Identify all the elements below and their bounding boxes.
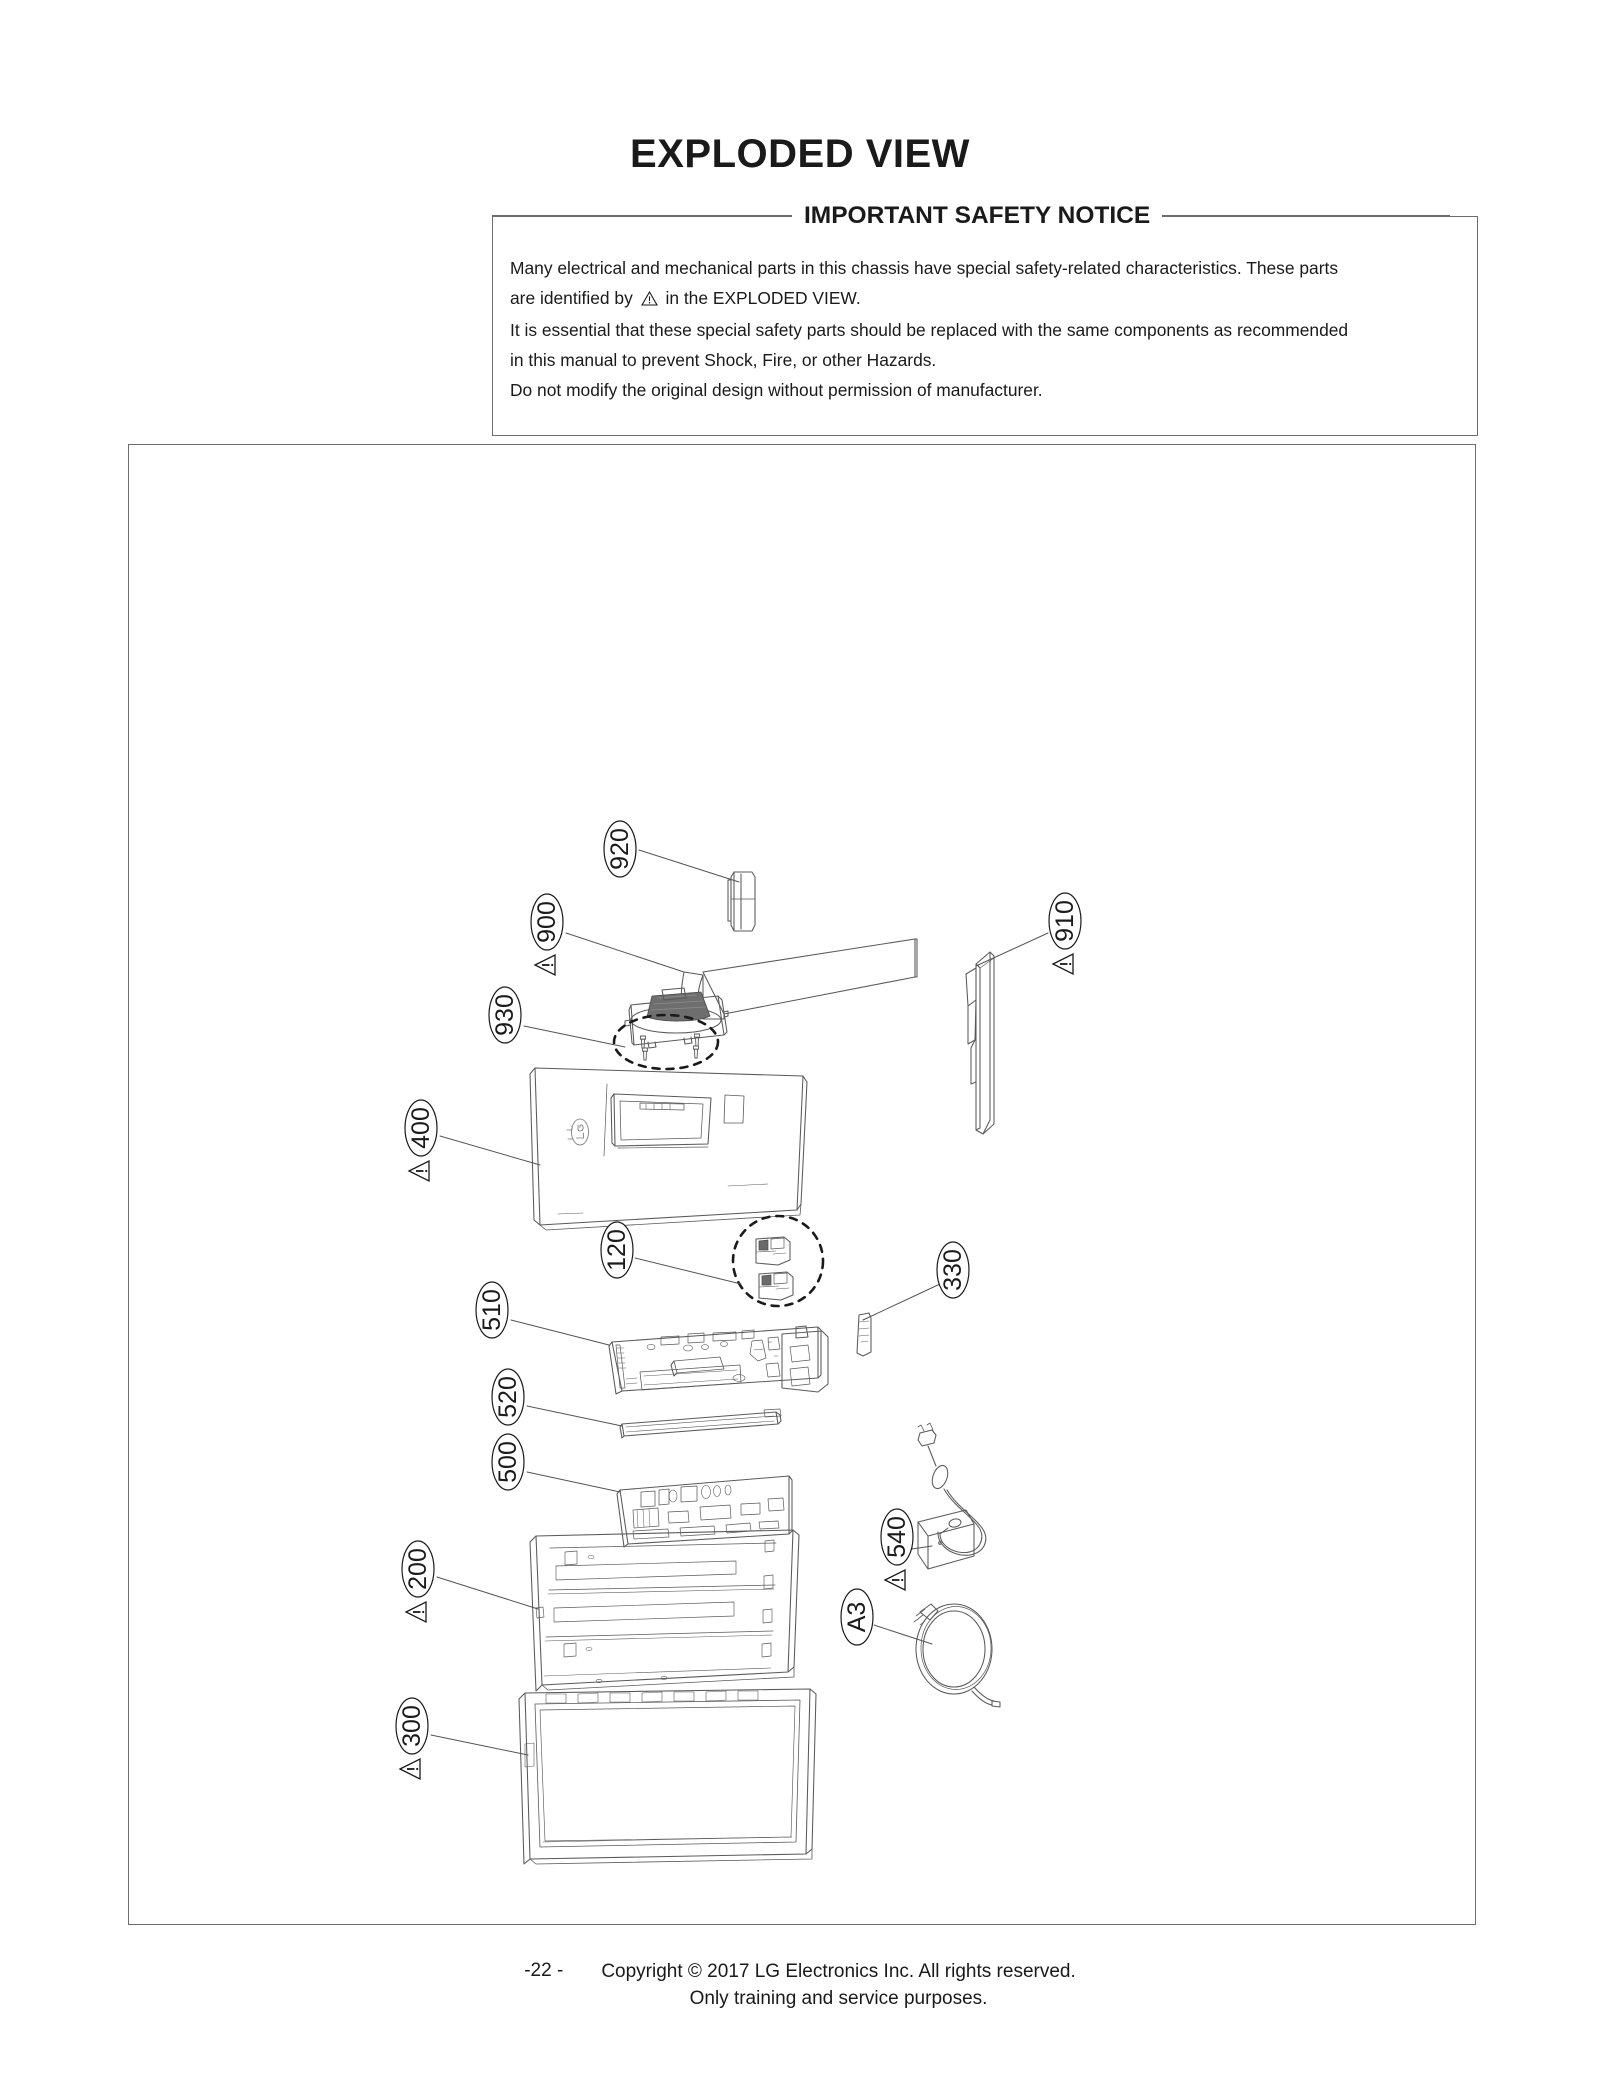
warning-triangle-icon-900	[535, 955, 555, 975]
warning-triangle-icon-200	[406, 1602, 426, 1622]
callout-330[interactable]	[937, 1242, 969, 1298]
callout-910-label: 910	[1051, 900, 1079, 942]
leader-900	[566, 933, 684, 972]
callout-200[interactable]	[402, 1541, 434, 1622]
safety-notice-title: IMPORTANT SAFETY NOTICE	[792, 204, 1162, 229]
callout-leader-lines	[431, 850, 1048, 1755]
copyright-line-2: Only training and service purposes.	[689, 1988, 988, 2009]
notice-line-2-suffix: in the EXPLODED VIEW.	[665, 288, 861, 308]
leader-910	[976, 933, 1048, 966]
leader-a3	[874, 1625, 932, 1644]
callout-500[interactable]	[492, 1434, 524, 1490]
callout-520-label: 520	[494, 1376, 522, 1418]
callout-520[interactable]	[492, 1369, 524, 1425]
callout-540-label: 540	[883, 1516, 911, 1558]
leader-120	[635, 1258, 741, 1284]
part-910-stand-support	[966, 952, 994, 1134]
notice-line-1: Many electrical and mechanical parts in this chassis have special safety-related characteristics. These parts	[510, 258, 1339, 278]
part-a3-power-cord	[914, 1604, 1000, 1707]
leader-200	[437, 1577, 538, 1609]
callout-200-label: 200	[404, 1548, 432, 1590]
part-920-cover-cap	[728, 872, 755, 931]
callout-a3[interactable]	[841, 1589, 873, 1645]
callout-920-label: 920	[606, 828, 634, 870]
callout-a3-label: A3	[843, 1601, 871, 1633]
warning-triangle-icon-910	[1053, 954, 1073, 974]
warning-triangle-icon-540	[885, 1570, 905, 1590]
leader-330	[863, 1284, 940, 1320]
callout-500-label: 500	[494, 1441, 522, 1483]
page-footer	[0, 1958, 1600, 2012]
warning-triangle-icon-400	[409, 1161, 429, 1181]
leader-520	[527, 1406, 622, 1426]
safety-notice-body	[510, 253, 1470, 405]
callout-510-label: 510	[478, 1289, 506, 1331]
legend-rule-left	[492, 215, 792, 217]
part-510-main-board	[609, 1326, 828, 1394]
callout-930-label: 930	[491, 994, 519, 1036]
part-520-ribbon-cable	[620, 1409, 781, 1438]
part-200-chassis	[530, 1530, 799, 1691]
part-900-stand-arm	[625, 939, 917, 1048]
callout-400-label: 400	[407, 1107, 435, 1149]
copyright-block	[601, 1958, 1075, 2012]
part-930-screws	[614, 1015, 718, 1069]
callout-540[interactable]	[881, 1509, 913, 1590]
legend-rule-right	[1162, 215, 1450, 217]
warning-triangle-icon	[641, 285, 658, 315]
callout-900[interactable]	[531, 894, 563, 975]
leader-500	[527, 1472, 620, 1492]
callout-120-label: 120	[603, 1229, 631, 1271]
copyright-line-1: Copyright © 2017 LG Electronics Inc. All rights reserved.	[601, 1961, 1076, 1982]
notice-line-2-prefix: are identified by	[510, 288, 633, 308]
safety-notice-legend	[492, 200, 1478, 232]
notice-line-5: Do not modify the original design without permission of manufacturer.	[510, 380, 1043, 400]
part-120-connectors	[733, 1216, 823, 1306]
part-400-back-cover	[530, 1068, 807, 1230]
page-title: EXPLODED VIEW	[630, 132, 970, 176]
callout-300[interactable]	[396, 1698, 428, 1779]
leader-300	[431, 1735, 528, 1755]
callout-510[interactable]	[476, 1282, 508, 1338]
callout-930[interactable]	[489, 987, 521, 1043]
exploded-view-diagram	[128, 444, 1476, 1925]
page-number: -22 -	[524, 1960, 564, 1981]
callout-920[interactable]	[604, 821, 636, 877]
lg-logo	[567, 1119, 589, 1145]
notice-line-2	[510, 283, 1470, 315]
part-300-display-panel	[519, 1689, 816, 1864]
leader-510	[511, 1320, 609, 1345]
warning-triangle-icon-300	[400, 1759, 420, 1779]
callout-120[interactable]	[601, 1222, 633, 1278]
callout-300-label: 300	[398, 1705, 426, 1747]
notice-line-4: in this manual to prevent Shock, Fire, or other Hazards.	[510, 350, 937, 370]
part-500-power-board	[617, 1476, 792, 1547]
notice-line-3: It is essential that these special safety parts should be replaced with the same components as recommended	[510, 320, 1349, 340]
leader-920	[639, 850, 739, 882]
connector-lower	[759, 1272, 793, 1300]
callout-910[interactable]	[1049, 893, 1081, 974]
part-540-power-adapter	[918, 1423, 986, 1569]
callout-400[interactable]	[405, 1100, 437, 1181]
callout-900-label: 900	[533, 901, 561, 943]
leader-540	[912, 1546, 932, 1549]
connector-upper	[756, 1237, 790, 1265]
leader-400	[440, 1136, 540, 1165]
callout-330-label: 330	[939, 1249, 967, 1291]
leader-930	[524, 1026, 625, 1047]
